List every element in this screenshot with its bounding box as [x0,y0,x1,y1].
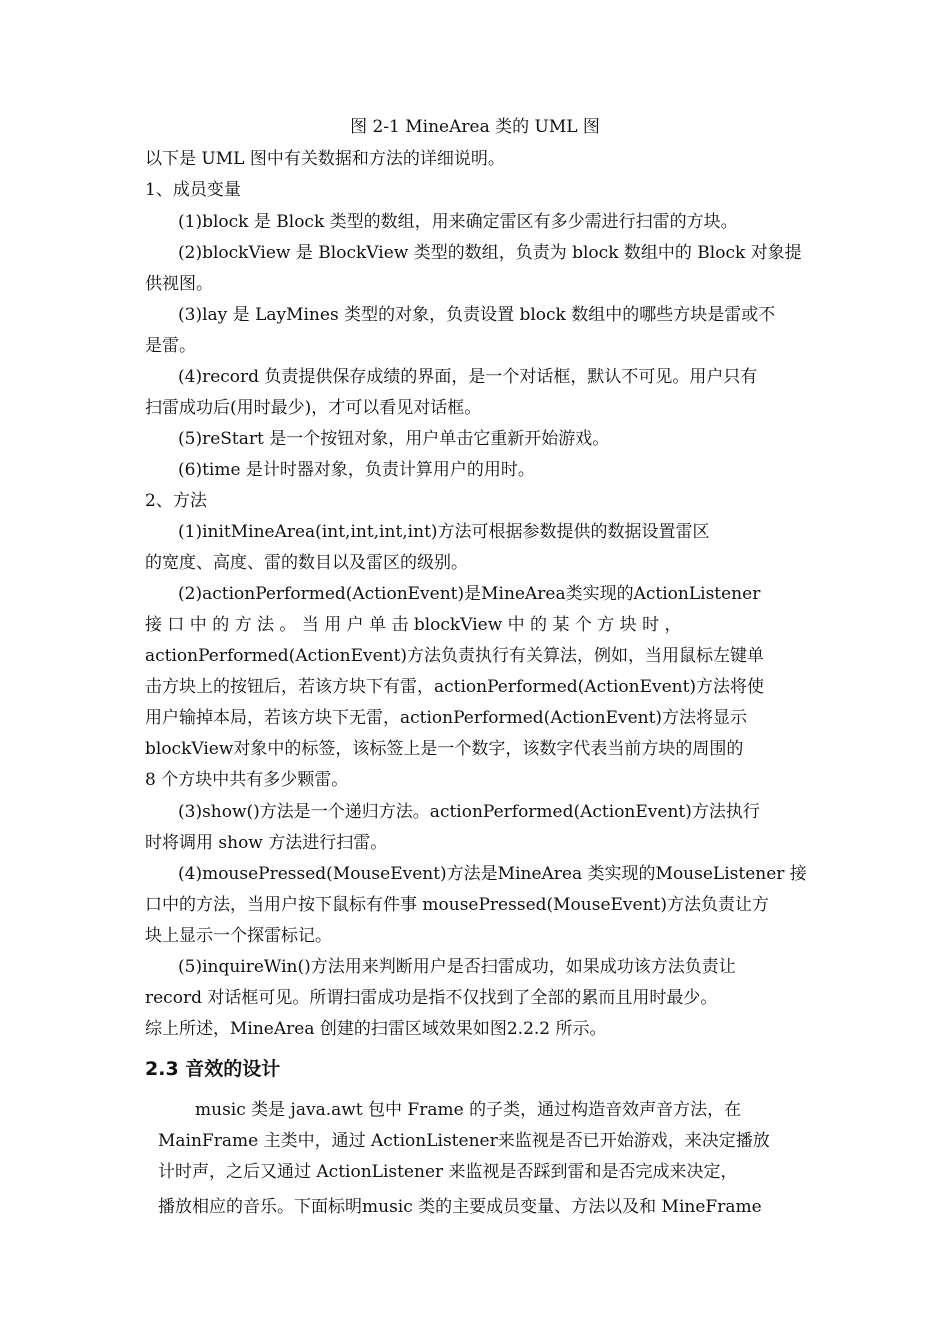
method-inquirewin-line2: record 对话框可见。所谓扫雷成功是指不仅找到了全部的累而且用时最少。 [145,988,718,1008]
method-show-line2: 时将调用 show 方法进行扫雷。 [145,833,388,853]
member-restart: (5)reStart 是一个按钮对象，用户单击它重新开始游戏。 [178,429,610,449]
member-blockview-line2: 供视图。 [145,274,213,294]
member-lay-line1: (3)lay 是 LayMines 类型的对象，负责设置 block 数组中的哪些方块是雷或不 [178,305,776,325]
method-actionperformed-line1: (2)actionPerformed(ActionEvent)是MineArea类实现的ActionListener [178,584,761,604]
method-inquirewin-line1: (5)inquireWin()方法用来判断用户是否扫雷成功，如果成功该方法负责让 [178,957,736,977]
method-mousepressed-line1: (4)mousePressed(MouseEvent)方法是MineArea 类实现的MouseListener 接 [178,864,807,884]
method-actionperformed-line6: blockView对象中的标签，该标签上是一个数字，该数字代表当前方块的周围的 [145,739,744,759]
method-actionperformed-line3: actionPerformed(ActionEvent)方法负责执行有关算法，例如，当用鼠标左键单 [145,646,765,666]
method-initminearea-line2: 的宽度、高度、雷的数目以及雷区的级别。 [145,553,468,573]
method-actionperformed-line7: 8 个方块中共有多少颗雷。 [145,770,349,790]
music-paragraph-line4: 播放相应的音乐。下面标明music 类的主要成员变量、方法以及和 MineFrame [158,1197,762,1217]
member-block: (1)block 是 Block 类型的数组，用来确定雷区有多少需进行扫雷的方块。 [178,212,738,232]
member-blockview-line1: (2)blockView 是 BlockView 类型的数组，负责为 block 数组中的 Block 对象提 [178,243,802,263]
music-paragraph-line2: MainFrame 主类中，通过 ActionListener来监视是否已开始游戏，来决定播放 [158,1131,770,1151]
summary-text: 综上所述，MineArea 创建的扫雷区域效果如图2.2.2 所示。 [145,1019,607,1039]
method-initminearea-line1: (1)initMineArea(int,int,int,int)方法可根据参数提供的数据设置雷区 [178,522,710,542]
method-mousepressed-line3: 块上显示一个探雷标记。 [145,926,332,946]
method-actionperformed-line5: 用户输掉本局，若该方块下无雷，actionPerformed(ActionEvent)方法将显示 [145,708,748,728]
section2-title: 2、方法 [145,491,207,511]
member-time: (6)time 是计时器对象，负责计算用户的用时。 [178,460,535,480]
member-record-line1: (4)record 负责提供保存成绩的界面，是一个对话框，默认不可见。用户只有 [178,367,758,387]
method-actionperformed-line2: 接 口 中 的 方 法 。 当 用 户 单 击 blockView 中 的 某 个 方 块 时 ， [145,615,682,635]
method-show-line1: (3)show()方法是一个递归方法。actionPerformed(ActionEvent)方法执行 [178,802,760,822]
member-lay-line2: 是雷。 [145,336,196,356]
member-record-line2: 扫雷成功后(用时最少)，才可以看见对话框。 [145,398,482,418]
music-paragraph-line1: music 类是 java.awt 包中 Frame 的子类，通过构造音效声音方法，在 [195,1100,742,1120]
section-heading-2-3: 2.3 音效的设计 [145,1058,281,1080]
section1-title: 1、成员变量 [145,180,241,200]
method-mousepressed-line2: 口中的方法，当用户按下鼠标有件事 mousePressed(MouseEvent)方法负责让方 [145,895,770,915]
intro-text: 以下是 UML 图中有关数据和方法的详细说明。 [145,149,505,169]
figure-caption: 图 2-1 MineArea 类的 UML 图 [350,117,600,137]
music-paragraph-line3: 计时声，之后又通过 ActionListener 来监视是否踩到雷和是否完成来决定， [158,1162,738,1182]
method-actionperformed-line4: 击方块上的按钮后，若该方块下有雷，actionPerformed(ActionEvent)方法将使 [145,677,765,697]
